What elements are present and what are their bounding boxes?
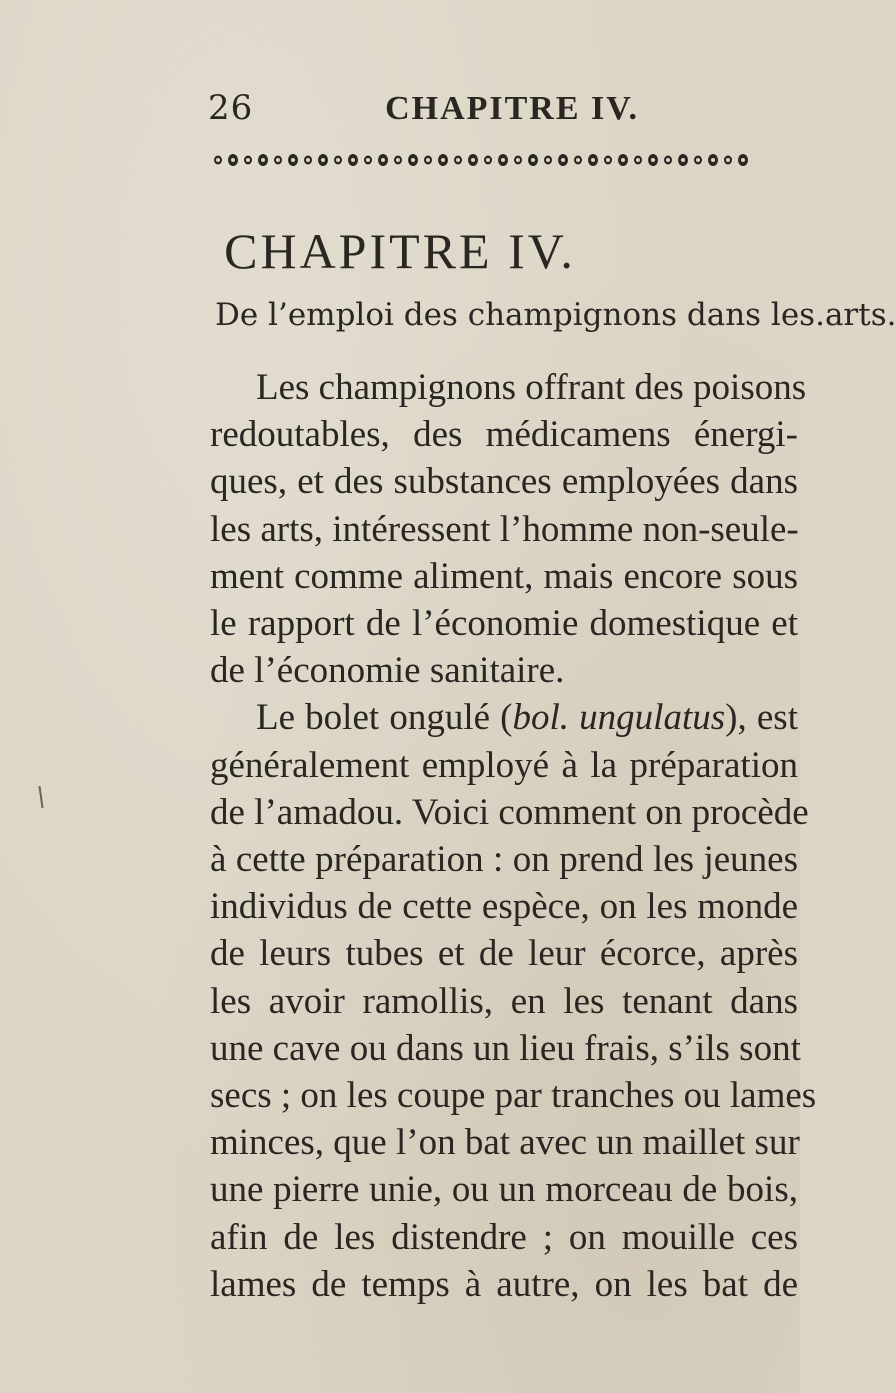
- text-line: individus de cette espèce, on les monde: [210, 886, 798, 928]
- ornament-fleuron-center: [621, 158, 625, 162]
- ornament-fleuron-center: [231, 158, 235, 162]
- page-number: 26: [208, 88, 254, 128]
- ornamental-border: [210, 148, 750, 172]
- ornament-fleuron-center: [546, 158, 550, 162]
- text-line: une pierre unie, ou un morceau de bois,: [210, 1169, 798, 1211]
- text-line: secs ; on les coupe par tranches ou lames: [210, 1075, 817, 1117]
- ornament-fleuron-center: [336, 158, 340, 162]
- text-line: de l’économie sanitaire.: [210, 650, 565, 692]
- chapter-subtitle: De l’emploi des champignons dans les.arts.: [215, 297, 896, 333]
- ornament-fleuron-center: [261, 158, 265, 162]
- text-line: lames de temps à autre, on les bat de: [210, 1263, 798, 1305]
- text-line: ment comme aliment, mais encore sous: [210, 555, 798, 597]
- latin-name: bol. ungulatus: [512, 697, 726, 739]
- ornament-fleuron-center: [606, 158, 610, 162]
- text-line: les avoir ramollis, en les tenant dans: [210, 980, 798, 1022]
- ornament-fleuron-center: [576, 158, 580, 162]
- ornament-fleuron-center: [531, 158, 535, 162]
- chapter-title: CHAPITRE IV.: [224, 223, 576, 279]
- ornament-fleuron-center: [306, 158, 310, 162]
- body-text: [210, 364, 817, 1308]
- ornament-fleuron-center: [321, 158, 325, 162]
- ornament-fleuron-center: [276, 158, 280, 162]
- text-line: le rapport de l’économie domestique et: [210, 603, 798, 645]
- ornament-fleuron-center: [696, 158, 700, 162]
- text-line: généralement employé à la préparation: [210, 744, 798, 786]
- ornament-fleuron-center: [666, 158, 670, 162]
- ornament-fleuron-center: [471, 158, 475, 162]
- ornament-fleuron-center: [651, 158, 655, 162]
- margin-mark: [38, 786, 43, 808]
- ornament-fleuron-center: [741, 158, 745, 162]
- text-line: minces, que l’on bat avec un maillet sur: [210, 1122, 800, 1164]
- ornament-fleuron-center: [486, 158, 490, 162]
- text-line: à cette préparation : on prend les jeunes: [210, 839, 798, 881]
- running-head: [208, 88, 639, 128]
- ornament-fleuron-center: [426, 158, 430, 162]
- ornament-fleuron-center: [591, 158, 595, 162]
- text-line: les arts, intéressent l’homme non-seule-: [210, 508, 799, 550]
- ornament-fleuron-center: [561, 158, 565, 162]
- ornament-fleuron-center: [411, 158, 415, 162]
- ornament-fleuron-center: [246, 158, 250, 162]
- ornament-fleuron-center: [501, 158, 505, 162]
- text-line: ques, et des substances employées dans: [210, 461, 798, 503]
- ornament-fleuron-center: [516, 158, 520, 162]
- text-fragment: Le bolet ongulé (: [256, 697, 513, 739]
- ornament-fleuron-center: [291, 158, 295, 162]
- text-line: Les champignons offrant des poisons: [256, 367, 807, 408]
- text-line: redoutables, des médicamens énergi-: [210, 414, 798, 456]
- ornament-fleuron-center: [441, 158, 445, 162]
- ornament-fleuron-center: [366, 158, 370, 162]
- ornament-fleuron-center: [681, 158, 685, 162]
- ornament-fleuron-center: [351, 158, 355, 162]
- ornament-fleuron-center: [726, 158, 730, 162]
- text-fragment: ), est: [725, 697, 798, 739]
- text-line: de l’amadou. Voici comment on procède: [210, 791, 809, 833]
- text-line: de leurs tubes et de leur écorce, après: [210, 933, 798, 975]
- ornament-fleuron-center: [396, 158, 400, 162]
- text-line: une cave ou dans un lieu frais, s’ils sont: [210, 1027, 801, 1069]
- ornament-fleuron-center: [456, 158, 460, 162]
- running-title: CHAPITRE IV.: [385, 90, 639, 127]
- text-line: afin de les distendre ; on mouille ces: [210, 1216, 798, 1258]
- text-line: [210, 694, 798, 741]
- ornament-fleuron-center: [381, 158, 385, 162]
- ornament-fleuron-center: [711, 158, 715, 162]
- ornament-fleuron-center: [216, 158, 220, 162]
- ornament-fleuron-center: [636, 158, 640, 162]
